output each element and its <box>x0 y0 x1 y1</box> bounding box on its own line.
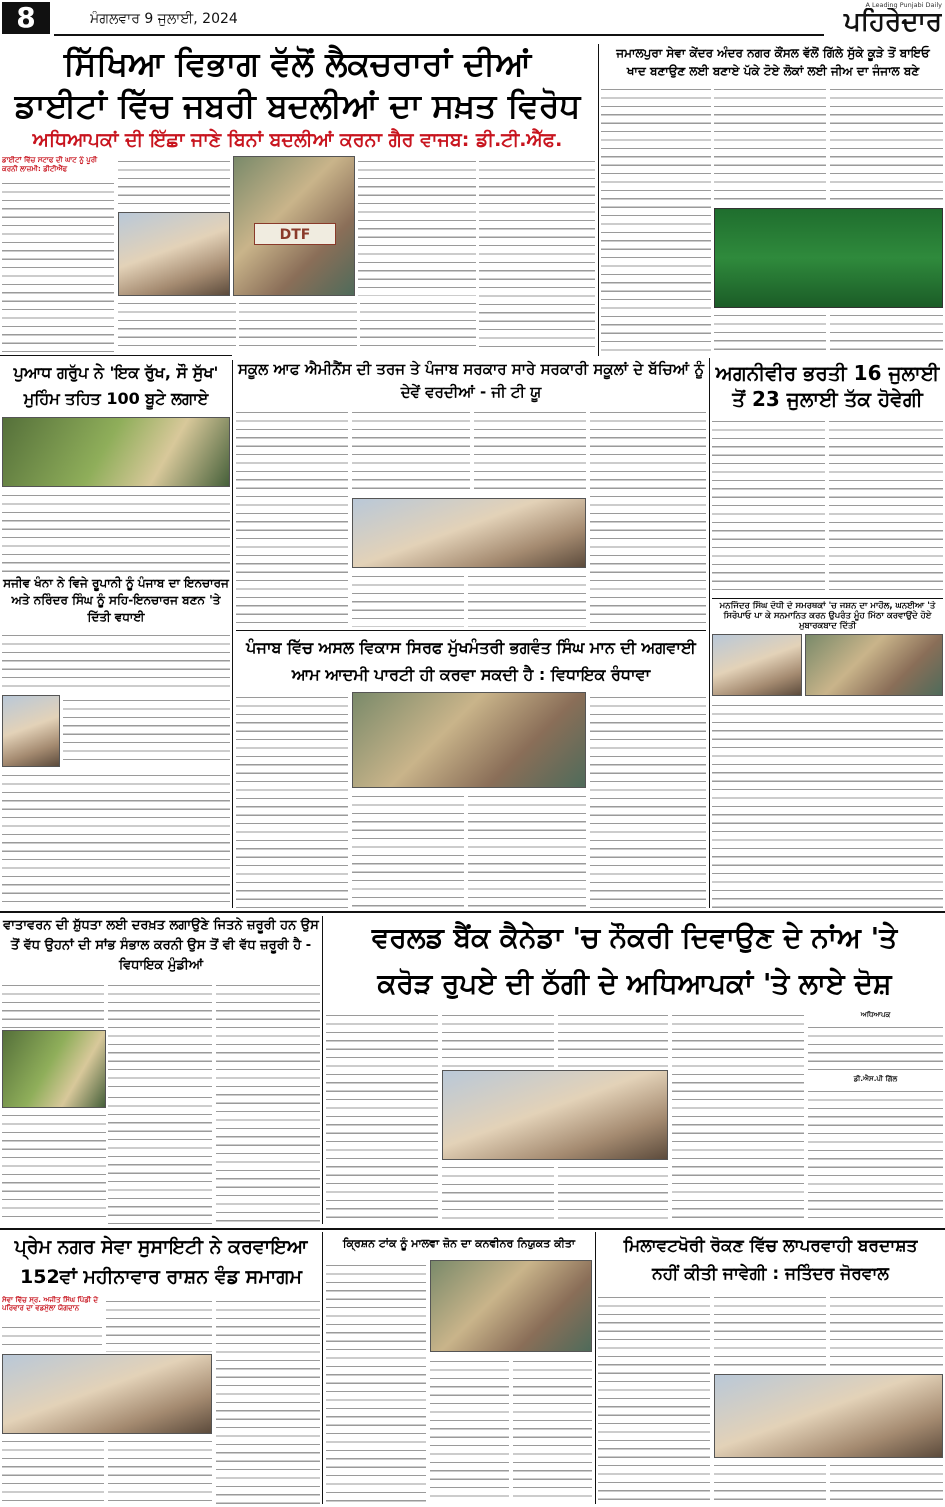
trees-photo <box>2 417 230 487</box>
agniveer-headline-2: ਤੋਂ 23 ਜੁਲਾਈ ਤੱਕ ਹੋਵੇਗੀ <box>732 387 923 411</box>
trees-headline: ਪੁਆਧ ਗਰੁੱਪ ਨੇ 'ਇਕ ਰੁੱਖ, ਸੌ ਸੁੱਖ' ਮੁਹਿੰਮ ਤਹਿਤ 100 ਬੂਟੇ ਲਗਾਏ <box>13 363 219 408</box>
environment-body-1 <box>2 980 104 1028</box>
divider-9 <box>595 1232 596 1504</box>
appointment-body-1 <box>326 1260 426 1504</box>
divider-5 <box>0 911 945 913</box>
trees-body <box>2 490 230 572</box>
divider-8 <box>322 1232 323 1504</box>
development-body-1 <box>236 692 348 908</box>
teachers-headline-1: ਸਿੱਖਿਆ ਵਿਭਾਗ ਵੱਲੋਂ ਲੈਕਚਰਾਰਾਂ ਦੀਆਂ <box>63 44 532 83</box>
garbage-body-3 <box>830 84 943 206</box>
ration-body-2 <box>106 1296 212 1352</box>
dtf-banner <box>254 223 336 245</box>
divider-right-col <box>598 44 599 356</box>
garbage-headline-1: ਜਮਾਲਪੁਰਾ ਸੇਵਾ ਕੇਂਦਰ ਅੰਦਰ ਨਗਰ ਕੌਂਸਲ ਵੱਲੋਂ ਗਿੱਲੇ ਸੁੱਕੇ ਕੂੜੇ ਤੋਂ ਬਾਇਓ <box>616 46 930 60</box>
agniveer-headline-1: ਅਗਨੀਵੀਰ ਭਰਤੀ 16 ਜੁਲਾਈ <box>715 361 940 385</box>
uniforms-photo <box>352 498 586 568</box>
agniveer-body-2 <box>829 416 943 594</box>
adulteration-body-1 <box>598 1292 710 1504</box>
ration-photo <box>2 1354 212 1434</box>
agniveer-photo-2 <box>805 634 943 696</box>
teachers-body-col5 <box>118 298 236 353</box>
divider-3 <box>709 358 710 908</box>
appointment-body-2 <box>430 1356 509 1504</box>
ration-body-1 <box>2 1322 102 1352</box>
date-line: ਮੰਗਲਵਾਰ 9 ਜੁਲਾਈ, 2024 <box>90 11 238 27</box>
uniforms-body-1 <box>236 407 348 627</box>
page-number-box <box>2 2 50 34</box>
divider-7 <box>0 1228 945 1230</box>
agniveer-photo-1 <box>712 634 802 696</box>
uniforms-body-2 <box>352 407 470 495</box>
adulteration-headline-2: ਨਹੀਂ ਕੀਤੀ ਜਾਵੇਗੀ : ਜਤਿੰਦਰ ਜੋਰਵਾਲ <box>652 1264 889 1284</box>
teachers-photo-2 <box>233 156 355 296</box>
adulteration-body-5 <box>830 1460 943 1504</box>
masthead-rule <box>54 34 824 36</box>
divider-6 <box>322 916 323 1224</box>
garbage-body-4 <box>714 310 826 356</box>
teachers-body-col2 <box>118 156 230 210</box>
page-number: 8 <box>16 2 36 34</box>
uniforms-body-6 <box>468 571 586 627</box>
teachers-headline-2: ਡਾਈਟਾਂ ਵਿੱਚ ਜਬਰੀ ਬਦਲੀਆਂ ਦਾ ਸਖ਼ਤ ਵਿਰੋਧ <box>14 86 581 125</box>
environment-photo <box>2 1030 106 1108</box>
fraud-body-1 <box>326 1010 438 1224</box>
appointment-headline: ਕ੍ਰਿਸ਼ਨ ਟਾਂਕ ਨੂੰ ਮਾਲਵਾ ਜ਼ੋਨ ਦਾ ਕਨਵੀਨਰ ਨਿਯੁਕਤ ਕੀਤਾ <box>342 1237 576 1250</box>
divider-left-col <box>232 360 233 908</box>
fraud-body-7 <box>808 1022 943 1072</box>
development-photo <box>352 692 586 788</box>
agniveer-body-1 <box>712 416 825 594</box>
fraud-body-4 <box>442 1162 554 1224</box>
environment-body-3 <box>216 980 320 1224</box>
garbage-body-1 <box>601 84 711 354</box>
teachers-body-col3 <box>358 156 476 296</box>
development-body-4 <box>590 692 706 908</box>
teachers-body-col4 <box>479 156 595 352</box>
ration-body-4 <box>108 1436 212 1504</box>
khanna-body-3 <box>2 770 230 905</box>
garbage-body-2 <box>714 84 826 206</box>
environment-body-4 <box>2 1110 106 1224</box>
masthead <box>0 0 945 38</box>
agniveer-body-3 <box>712 700 943 908</box>
fraud-body-5 <box>558 1162 668 1224</box>
teachers-lead: ਡਾਈਟਾਂ ਵਿੱਚ ਸਟਾਫ ਦੀ ਘਾਟ ਨੂੰ ਪੂਰੀ ਕਰਨੀ ਲਾਜ਼ਮੀ: ਡੀਟੀਐੱਫ <box>2 156 98 173</box>
fraud-photo <box>442 1070 668 1160</box>
appointment-body-3 <box>513 1356 592 1504</box>
environment-headline: ਵਾਤਾਵਰਨ ਦੀ ਸ਼ੁੱਧਤਾ ਲਈ ਦਰਖ਼ਤ ਲਗਾਉਣੇ ਜਿਤਨੇ ਜ਼ਰੂਰੀ ਹਨ ਉਸ ਤੋਂ ਵੱਧ ਉਹਨਾਂ ਦੀ ਸਾਂਭ ਸੰਭਾਲ ਕਰਨੀ ਉਸ ਤੋਂ ਵੀ ਵੱਧ ਜ਼ਰੂਰੀ ਹੈ - ਵਿਧਾਇਕ ਮੁੰਡੀਆਂ <box>3 918 319 973</box>
uniforms-body-5 <box>352 571 464 627</box>
fraud-body-6 <box>672 1010 804 1224</box>
adulteration-photo <box>714 1374 943 1458</box>
environment-body-5 <box>108 1092 212 1224</box>
uniforms-body-3 <box>474 407 586 495</box>
teachers-subhead: ਅਧਿਆਪਕਾਂ ਦੀ ਇੱਛਾ ਜਾਣੇ ਬਿਨਾਂ ਬਦਲੀਆਂ ਕਰਨਾ ਗੈਰ ਵਾਜਬ: ਡੀ.ਟੀ.ਐੱਫ. <box>32 129 563 151</box>
fraud-headline-1: ਵਰਲਡ ਬੈਂਕ ਕੈਨੇਡਾ 'ਚ ਨੌਕਰੀ ਦਿਵਾਉਣ ਦੇ ਨਾਂਅ 'ਤੇ <box>371 921 898 954</box>
fraud-body-3 <box>558 1010 668 1068</box>
ration-body-3 <box>2 1436 104 1504</box>
khanna-body-1 <box>2 630 230 692</box>
divider-2 <box>236 630 706 631</box>
garbage-photo <box>714 208 943 308</box>
ration-headline-2: 152ਵਾਂ ਮਹੀਨਾਵਾਰ ਰਾਸ਼ਨ ਵੰਡ ਸਮਾਗਮ <box>20 1266 302 1288</box>
ration-lead: ਸੇਵਾ ਵਿੱਚ ਸ੍ਰ. ਅਜੀਤ ਸਿੰਘ ਪਿੰਡੀ ਦੇ ਪਰਿਵਾਰ ਦਾ ਵਡਮੁੱਲਾ ਯੋਗਦਾਨ <box>2 1296 99 1312</box>
garbage-body-5 <box>830 310 943 356</box>
divider-4 <box>712 598 943 599</box>
fraud-body-8 <box>808 1086 943 1224</box>
adulteration-body-2 <box>714 1292 826 1372</box>
fraud-headline-2: ਕਰੋੜ ਰੁਪਏ ਦੀ ਠੱਗੀ ਦੇ ਅਧਿਆਪਕਾਂ 'ਤੇ ਲਾਏ ਦੋਸ਼ <box>377 967 892 1000</box>
khanna-body-2 <box>63 695 230 767</box>
development-body-3 <box>468 791 586 908</box>
appointment-photo <box>430 1260 592 1352</box>
development-headline: ਪੰਜਾਬ ਵਿੱਚ ਅਸਲ ਵਿਕਾਸ ਸਿਰਫ ਮੁੱਖਮੰਤਰੀ ਭਗਵੰਤ ਸਿੰਘ ਮਾਨ ਦੀ ਅਗਵਾਈ ਆਮ ਆਦਮੀ ਪਾਰਟੀ ਹੀ ਕਰਵਾ ਸਕਦੀ ਹੈ : ਵਿਧਾਇਕ ਰੰਧਾਵਾ <box>246 638 696 684</box>
fraud-signoff: ਡੀ.ਐਸ.ਪੀ ਗਿੱਲ <box>853 1075 898 1083</box>
tagline: A Leading Punjabi Daily <box>865 1 942 9</box>
paper-name-logo: ਪਹਿਰੇਦਾਰ <box>844 8 942 36</box>
agniveer-subhead: ਮਨਜਿੰਦਰ ਸਿੰਘ ਦੋਧੀ ਦੇ ਸਮਰਥਕਾਂ 'ਚ ਜਸ਼ਨ ਦਾ ਮਾਹੌਲ, ਘਨਈਆ 'ਤੇ ਸਿਰੋਪਾਓ ਪਾ ਕੇ ਸਨਮਾਨਿਤ ਕਰਨ ਉਪਰੰਤ ਮੂੰਹ ਮਿੱਠਾ ਕਰਵਾਉਂਦੇ ਹੋਏ ਮੁਬਾਰਕਬਾਦ ਦਿੱਤੀ <box>719 601 936 631</box>
ration-body-5 <box>216 1296 320 1504</box>
teachers-body-col6 <box>239 298 357 353</box>
adulteration-body-3 <box>830 1292 943 1372</box>
divider-1 <box>0 355 232 356</box>
fraud-byline: ਅਧਿਆਪਕ <box>860 1011 891 1019</box>
dtf-banner-text: DTF <box>279 227 311 243</box>
teachers-body-col7 <box>360 298 476 353</box>
adulteration-body-4 <box>714 1460 826 1504</box>
uniforms-headline: ਸਕੂਲ ਆਫ ਐਮੀਨੈਂਸ ਦੀ ਤਰਜ ਤੇ ਪੰਜਾਬ ਸਰਕਾਰ ਸਾਰੇ ਸਰਕਾਰੀ ਸਕੂਲਾਂ ਦੇ ਬੱਚਿਆਂ ਨੂੰ ਦੇਵੇਂ ਵਰਦੀਆਂ - ਜੀ ਟੀ ਯੂ <box>237 360 705 401</box>
teachers-photo-1 <box>118 212 230 296</box>
ration-headline-1: ਪ੍ਰੇਮ ਨਗਰ ਸੇਵਾ ਸੁਸਾਇਟੀ ਨੇ ਕਰਵਾਇਆ <box>14 1236 308 1258</box>
teachers-body-col1 <box>2 178 114 353</box>
khanna-portrait <box>2 695 60 767</box>
fraud-body-2 <box>442 1010 554 1068</box>
uniforms-body-4 <box>590 407 706 627</box>
adulteration-headline-1: ਮਿਲਾਵਟਖੋਰੀ ਰੋਕਣ ਵਿੱਚ ਲਾਪਰਵਾਹੀ ਬਰਦਾਸ਼ਤ <box>623 1236 918 1256</box>
khanna-headline: ਸਜੀਵ ਖੰਨਾ ਨੇ ਵਿਜੇ ਰੂਪਾਨੀ ਨੂੰ ਪੰਜਾਬ ਦਾ ਇਨਚਾਰਜ ਅਤੇ ਨਰਿੰਦਰ ਸਿੰਘ ਨੂੰ ਸਹਿ-ਇਨਚਾਰਜ ਬਣਨ 'ਤੇ ਦਿੱਤੀ ਵਧਾਈ <box>3 576 229 624</box>
environment-body-2 <box>108 980 212 1090</box>
garbage-headline-2: ਖਾਦ ਬਣਾਉਣ ਲਈ ਬਣਾਏ ਪੱਕੇ ਟੋਏ ਲੋਕਾਂ ਲਈ ਜੀਅ ਦਾ ਜੰਜਾਲ ਬਣੇ <box>626 64 920 78</box>
development-body-2 <box>352 791 464 908</box>
